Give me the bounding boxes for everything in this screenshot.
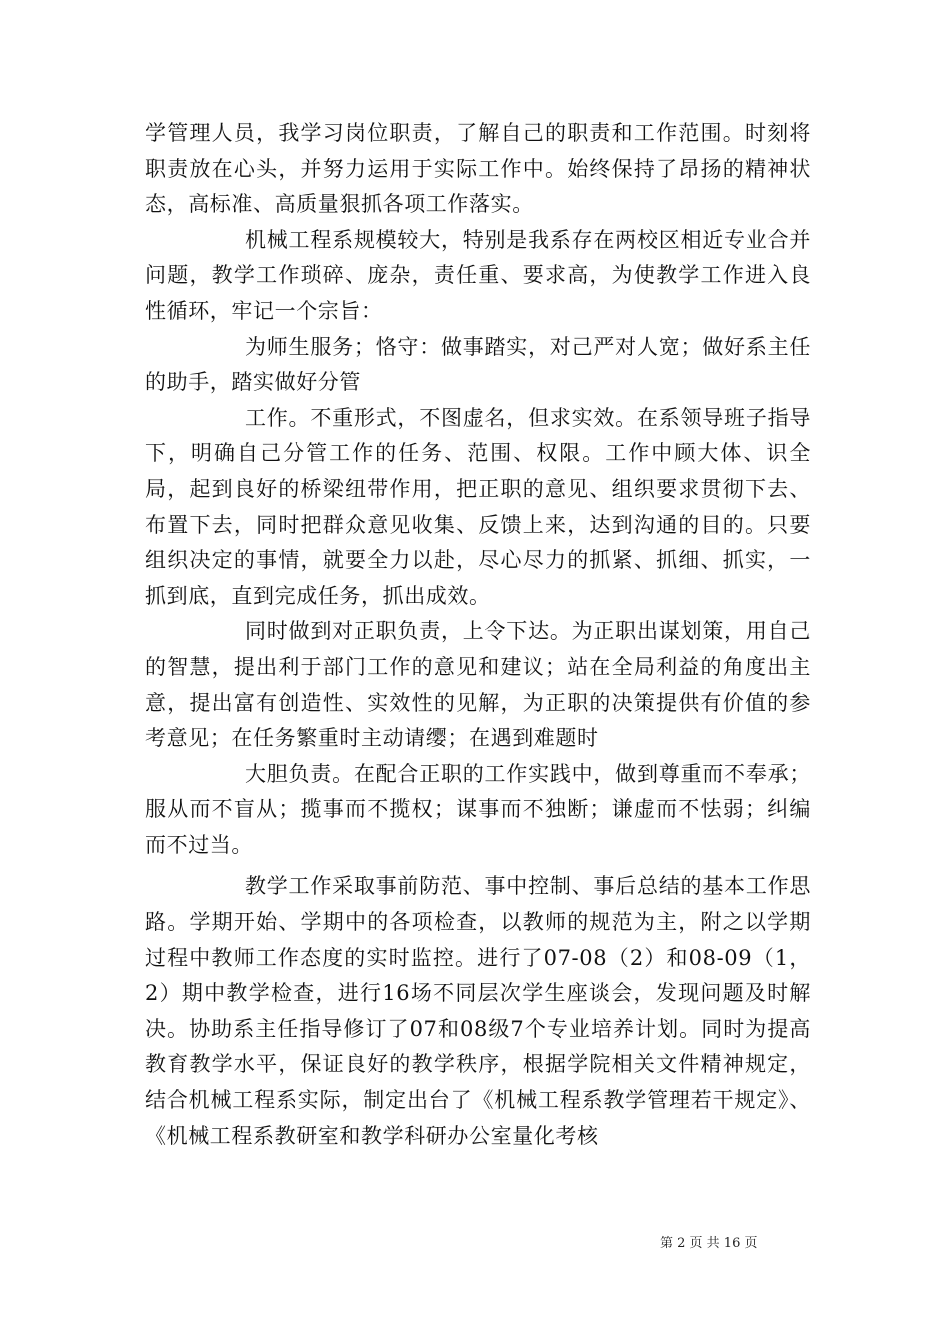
paragraph-2: 机械工程系规模较大，特别是我系存在两校区相近专业合并问题，教学工作琐碎、庞杂，责任重、要求高，为使教学工作进入良性循环，牢记一个宗旨： [145,227,811,323]
paragraph-3: 为师生服务；恪守：做事踏实，对己严对人宽；做好系主任的助手，踏实做好分管 [145,334,811,395]
paragraph-4: 工作。不重形式，不图虚名，但求实效。在系领导班子指导下，明确自己分管工作的任务、范围、权限。工作中顾大体、识全局，起到良好的桥梁纽带作用，把正职的意见、组织要求贯彻下去、布置下去，同时把群众意见收集、反馈上来，达到沟通的目的。只要组织决定的事情，就要全力以赴，尽心尽力的抓紧、抓细、抓实，一抓到底，直到完成任务，抓出成效。 [145,405,811,608]
paragraph-6: 大胆负责。在配合正职的工作实践中，做到尊重而不奉承；服从而不盲从；揽事而不揽权；谋事而不独断；谦虚而不怯弱；纠编而不过当。 [145,761,811,857]
page-number-footer: 第 2 页 共 16 页 [660,1236,758,1251]
paragraph-1: 学管理人员，我学习岗位职责，了解自己的职责和工作范围。时刻将职责放在心头，并努力运用于实际工作中。始终保持了昂扬的精神状态，高标准、高质量狠抓各项工作落实。 [145,121,811,217]
paragraph-5: 同时做到对正职负责，上令下达。为正职出谋划策，用自己的智慧，提出利于部门工作的意见和建议；站在全局利益的角度出主意，提出富有创造性、实效性的见解，为正职的决策提供有价值的参考意见；在任务繁重时主动请缨；在遇到难题时 [145,619,811,751]
document-body [145,116,811,1154]
paragraph-7: 教学工作采取事前防范、事中控制、事后总结的基本工作思路。学期开始、学期中的各项检查，以教师的规范为主，附之以学期过程中教师工作态度的实时监控。进行了07-08（2）和08-09（1，2）期中教学检查，进行16场不同层次学生座谈会，发现问题及时解决。协助系主任指导修订了07和08级7个专业培养计划。同时为提高教育教学水平，保证良好的教学秩序，根据学院相关文件精神规定，结合机械工程系实际，制定出台了《机械工程系教学管理若干规定》、《机械工程系教研室和教学科研办公室量化考核 [145,874,811,1148]
